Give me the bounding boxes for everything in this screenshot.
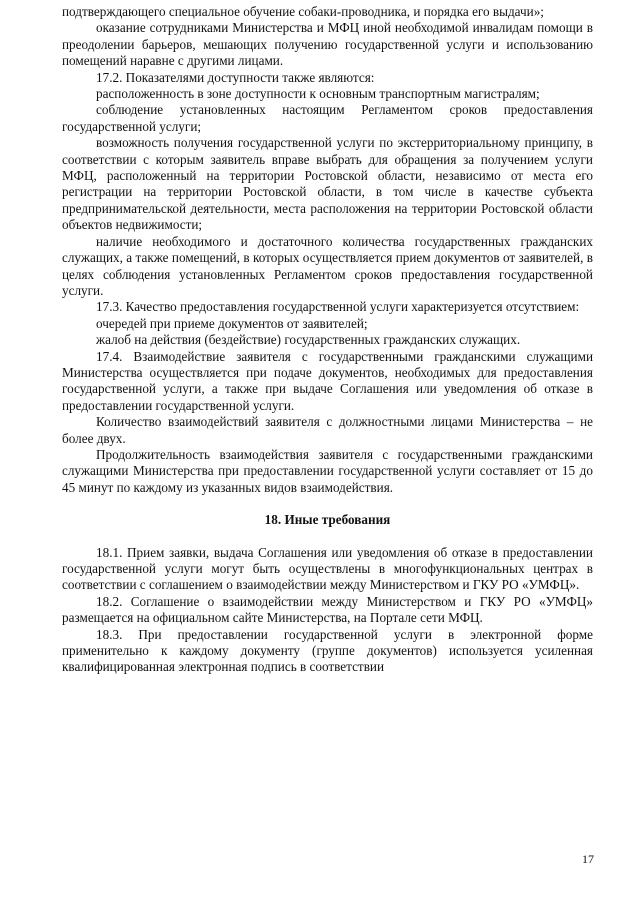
paragraph: очередей при приеме документов от заявителей; — [96, 315, 368, 331]
section-heading: 18. Иные требования — [264, 512, 391, 528]
paragraph: наличие необходимого и достаточного количества государственных гражданских служащих, а также помещений, в которых осуществляется прием документов от заявителей, в целях соблюдения установленных Регламентом сроков предоставления государственной услуги. — [62, 233, 593, 298]
paragraph: Количество взаимодействий заявителя с должностными лицами Министерства – не более двух. — [62, 414, 593, 446]
paragraph: расположенность в зоне доступности к основным транспортным магистралям; — [96, 86, 540, 102]
page-number: 17 — [582, 852, 594, 866]
paragraph-continuation: подтверждающего специальное обучение собаки-проводника, и порядка его выдачи»; — [62, 4, 544, 19]
paragraph: 18.1. Прием заявки, выдача Соглашения или уведомления об отказе в предоставлении государственной услуги могут быть осуществлены в многофункциональных центрах в соответствии с соглашением о взаимодействии между Министерством и ГКУ РО «УМФЦ». — [62, 544, 593, 593]
paragraph: 17.2. Показателями доступности также являются: — [96, 69, 375, 85]
paragraph: оказание сотрудниками Министерства и МФЦ иной необходимой инвалидам помощи в преодолении барьеров, мешающих получению государственной услуги и использованию помещений наравне с другими лицами. — [62, 20, 593, 69]
paragraph: 17.3. Качество предоставления государственной услуги характеризуется отсутствием: — [96, 299, 580, 315]
paragraph: соблюдение установленных настоящим Регламентом сроков предоставления государственной услуги; — [62, 102, 593, 134]
paragraph: 18.3. При предоставлении государственной услуги в электронной форме применительно к каждому документу (группе документов) используется усиленная квалифицированная электронная подпись в соответствии — [62, 626, 593, 675]
paragraph: жалоб на действия (бездействие) государственных гражданских служащих. — [96, 332, 521, 348]
paragraph: возможность получения государственной услуги по экстерриториальному принципу, в соответствии с которым заявитель вправе выбрать для обращения за получением услуги МФЦ, расположенный на территории Ростовской области, независимо от места его регистрации на территории Ростовской области, в том числе в качестве субъекта предпринимательской деятельности, места расположения на территории Ростовской области объектов недвижимости; — [62, 135, 593, 233]
paragraph: Продолжительность взаимодействия заявителя с государственными гражданскими служащими Министерства при предоставлении государственной услуги составляет от 15 до 45 минут по каждому из указанных видов взаимодействия. — [62, 446, 593, 495]
paragraph: 18.2. Соглашение о взаимодействии между Министерством и ГКУ РО «УМФЦ» размещается на официальном сайте Министерства, на Портале сети МФЦ. — [62, 593, 593, 626]
paragraph: 17.4. Взаимодействие заявителя с государственными гражданскими служащими Министерства осуществляется при подаче документов, необходимых для предоставления государственной услуги, а также при выдаче Соглашения или уведомления об отказе в предоставлении государственной услуги. — [62, 348, 593, 413]
spacer — [62, 529, 593, 545]
spacer — [62, 496, 593, 512]
